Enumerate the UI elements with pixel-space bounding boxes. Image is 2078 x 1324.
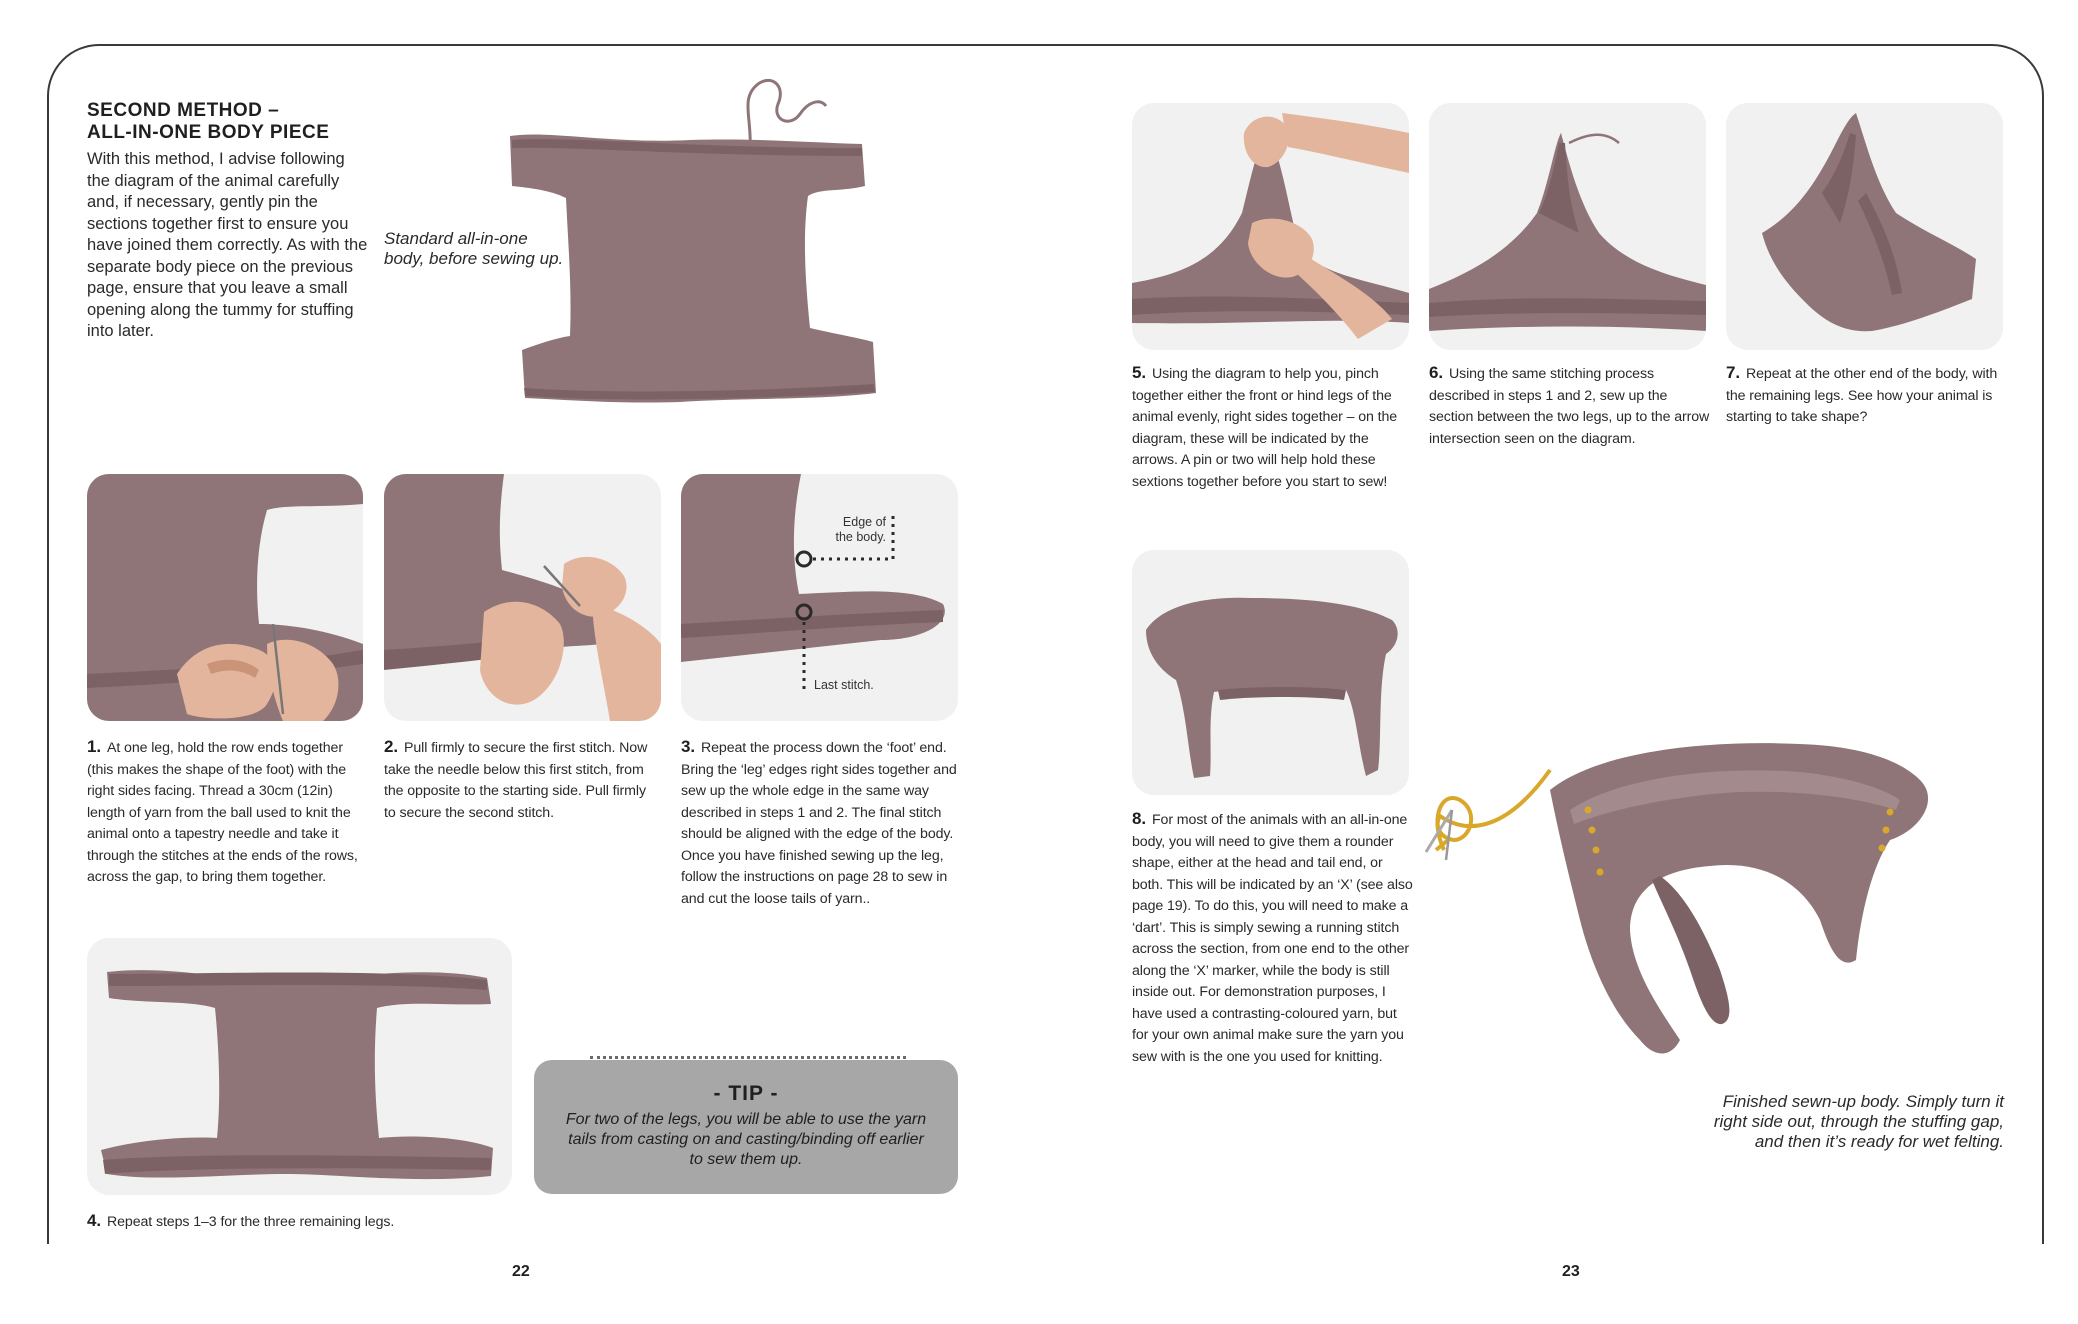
main-caption-line-2: body, before sewing up.	[384, 249, 564, 268]
tip-text: For two of the legs, you will be able to use the yarn tails from casting on and casting/binding off earlier to sew them up.	[565, 1111, 927, 1168]
step-6-body: Using the same stitching process described in steps 1 and 2, sew up the section between the two legs, up to the arrow intersection seen on the diagram.	[1429, 366, 1710, 447]
edge-annotation-line-2: the body.	[835, 530, 886, 544]
edge-of-body-annotation	[826, 515, 886, 545]
last-stitch-annotation: Last stitch.	[814, 678, 874, 692]
step-3-body: Repeat the process down the ‘foot’ end. Bring the ‘leg’ edges right sides together and sew up the whole edge in the same way described in steps 1 and 2. The final stitch should be aligned with the edge of the body. Once you have finished sewing up the leg, follow the instructions on page 28 to sew in and cut the loose tails of yarn..	[681, 740, 957, 907]
step-8-body: For most of the animals with an all-in-one body, you will need to give them a rounder shape, either at the head and tail end, or both. This will be indicated by an ‘X’ (see also page 19). To do this, you will need to make a ‘dart’. This is simply sewing a running stitch across the section, from one end to the other along the ‘X’ marker, while the body is still inside out. For demonstration purposes, I have used a contrasting-coloured yarn, but for your own animal make sure the yarn you sew with is the one you used for knitting.	[1132, 812, 1413, 1065]
unsewn-body-photo	[490, 58, 890, 418]
step-7-body: Repeat at the other end of the body, with the remaining legs. See how your animal is starting to take shape?	[1726, 366, 1998, 425]
step-7-photo	[1726, 103, 2003, 350]
step-5-body: Using the diagram to help you, pinch together either the front or hind legs of the animal evenly, right sides together – on the diagram, these will be indicated by the arrows. A pin or two will help hold these sextions together before you start to sew!	[1132, 366, 1398, 490]
final-caption-line-2: right side out, through the stuffing gap,	[1713, 1112, 2004, 1131]
step-3-number: 3.	[681, 737, 695, 756]
step-5-text	[1132, 362, 1414, 493]
step-1-photo	[87, 474, 363, 721]
tip-dotted-rule	[590, 1056, 906, 1059]
page-number-right: 23	[1562, 1263, 1580, 1280]
step-8-text	[1132, 808, 1414, 1068]
page-number-left: 22	[512, 1263, 530, 1280]
finished-body-caption	[1640, 1092, 2004, 1152]
step-6-number: 6.	[1429, 363, 1443, 382]
step-4-text	[87, 1210, 507, 1234]
step-1-body: At one leg, hold the row ends together (this makes the shape of the foot) with the right sides facing. Thread a 30cm (12in) length of yarn from the ball used to knit the animal onto a tapestry needle and take it through the stitches at the ends of the rows, across the gap, to bring them together.	[87, 740, 358, 885]
heading-line-1: SECOND METHOD –	[87, 100, 280, 121]
step-2-body: Pull firmly to secure the first stitch. Now take the needle below this first stitch, from the opposite to the starting side. Pull firmly to secure the second stitch.	[384, 740, 648, 821]
step-5-number: 5.	[1132, 363, 1146, 382]
tip-box	[534, 1060, 958, 1194]
finished-body-photo	[1420, 640, 2040, 1090]
edge-annotation-line-1: Edge of	[842, 515, 886, 529]
step-3-text	[681, 736, 957, 910]
heading-line-2: ALL-IN-ONE BODY PIECE	[87, 122, 330, 143]
step-8-number: 8.	[1132, 809, 1146, 828]
step-8-photo	[1132, 550, 1409, 795]
step-6-photo	[1429, 103, 1706, 350]
step-7-text	[1726, 362, 2008, 429]
step-2-number: 2.	[384, 737, 398, 756]
step-4-body: Repeat steps 1–3 for the three remaining legs.	[106, 1214, 395, 1230]
step-4-photo	[87, 938, 512, 1195]
step-7-number: 7.	[1726, 363, 1740, 382]
tip-title: - TIP -	[713, 1082, 779, 1105]
step-6-text	[1429, 362, 1711, 450]
main-caption-line-1: Standard all-in-one	[384, 229, 528, 248]
step-5-photo	[1132, 103, 1409, 350]
final-caption-line-3: and then it’s ready for wet felting.	[1754, 1132, 2004, 1151]
section-heading	[87, 100, 387, 144]
intro-paragraph: With this method, I advise following the diagram of the animal carefully and, if necessary, gently pin the sections together first to ensure you have joined them correctly. As with the separate body piece on the previous page, ensure that you leave a small opening along the tummy for stuffing into later.	[87, 150, 368, 340]
step-2-photo	[384, 474, 661, 721]
step-2-text	[384, 736, 660, 824]
step-1-text	[87, 736, 367, 889]
step-4-number: 4.	[87, 1211, 101, 1230]
final-caption-line-1: Finished sewn-up body. Simply turn it	[1722, 1092, 2004, 1111]
step-1-number: 1.	[87, 737, 101, 756]
